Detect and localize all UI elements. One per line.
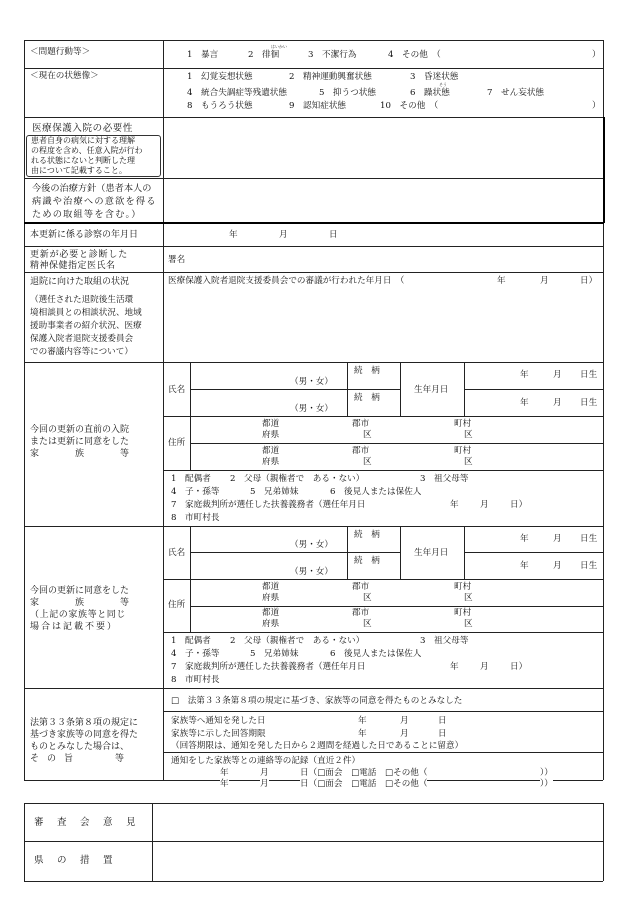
relation-option[interactable]: 1 配偶者 [171, 636, 211, 646]
relation-option[interactable]: 3 祖父母等 [420, 636, 469, 646]
family1-label-line: 家 族 等 [30, 449, 136, 459]
relation-option[interactable]: 4 子・孫等 [171, 649, 220, 659]
birth-label: 生年月日 [414, 548, 449, 558]
deemed-label-line: 法第３３条第８項の規定に [30, 718, 139, 728]
council-opinion-label: 審 査 会 意 見 [34, 817, 138, 828]
necessity-label: 医療保護入院の必要性 [32, 123, 134, 134]
prefecture-action-label: 県 の 措 置 [34, 855, 115, 866]
family2-label-line: 場合は記載不要） [30, 622, 119, 632]
state-item[interactable]: 5 抑うつ状態 [319, 88, 377, 98]
treatment-label-line: ための取組等を含む。） [32, 209, 142, 220]
birth-month-unit: 月 [553, 370, 562, 380]
sex-field[interactable]: （男・女） [290, 377, 333, 387]
city-top: 郡市 [352, 419, 370, 429]
family1-label-line: または更新に同意をした [30, 437, 130, 447]
family2-label-line: 今回の更新に同意をした [30, 586, 130, 596]
relation-option[interactable]: 6 後見人または保佐人 [330, 487, 422, 497]
relation-option[interactable]: 5 兄弟姉妹 [250, 487, 299, 497]
town-top: 町村 [454, 608, 472, 618]
month-unit: 月 [540, 276, 549, 286]
treatment-label-line: 病識や治療への意欲を得る [32, 196, 157, 207]
city-top: 郡市 [352, 446, 370, 456]
ruby-sou: そう [439, 82, 447, 87]
state-item[interactable]: 7 せん妄状態 [487, 88, 545, 98]
deemed-label-line: 基づき家族等の同意を得た [30, 730, 139, 740]
doctor-label-line: 更新が必要と診断した [30, 250, 129, 260]
day-unit: 日） [510, 500, 528, 510]
answer-period-note: （回答期限は、通知を発した日から２週間を経過した日であることに留意） [171, 741, 464, 751]
year-unit: 年 [229, 230, 238, 240]
relation-option[interactable]: 3 祖父母等 [420, 474, 469, 484]
relation-option[interactable]: 5 兄弟姉妹 [250, 649, 299, 659]
prefecture-action-input[interactable] [154, 843, 601, 879]
town-bottom: 区 [464, 457, 473, 467]
relation-option[interactable]: 7 家庭裁判所が選任した扶養義務者（選任年月日 [171, 662, 366, 672]
discharge-paren-line: （選任された退院後生活環 [30, 295, 134, 305]
problem-item[interactable]: 1 暴言 [187, 50, 219, 60]
state-item[interactable]: 10 その他 （ [380, 101, 439, 111]
committee-date-text: 医療保護入院者退院支援委員会での審議が行われた年月日 （ [168, 276, 405, 286]
day-unit: 日 [438, 716, 447, 726]
relation-option[interactable]: 4 子・孫等 [171, 487, 220, 497]
city-bottom: 区 [363, 457, 372, 467]
year-unit: 年 [358, 716, 367, 726]
necessity-input-area[interactable] [165, 119, 601, 176]
pref-bottom: 府県 [262, 457, 280, 467]
relation-option[interactable]: 8 市町村長 [171, 513, 220, 523]
month-unit: 月 [480, 500, 489, 510]
doctor-label-line: 精神保健指定医氏名 [30, 261, 116, 271]
birth-year-unit: 年 [520, 534, 529, 544]
necessity-note-line: 患者自身の病気に対する理解 [31, 136, 135, 145]
notice-sent-label: 家族等へ通知を発した日 [171, 716, 266, 726]
contact-methods[interactable]: 日（□面会 □電話 □その他（ [300, 779, 428, 789]
close-paren: ） [592, 101, 601, 111]
pref-bottom: 府県 [262, 430, 280, 440]
contact-methods[interactable]: 日（□面会 □電話 □その他（ [300, 768, 428, 778]
discharge-paren-line: 援助事業者の紹介状況、医療 [30, 321, 142, 331]
city-top: 郡市 [352, 608, 370, 618]
relation-option[interactable]: 1 配偶者 [171, 474, 211, 484]
birth-month-unit: 月 [553, 398, 562, 408]
month-unit: 月 [260, 768, 269, 778]
birth-day-unit: 日生 [580, 534, 598, 544]
city-bottom: 区 [363, 430, 372, 440]
signature-label[interactable]: 署名 [168, 255, 186, 265]
treatment-input-area[interactable] [165, 180, 601, 220]
birth-day-unit: 日生 [580, 370, 598, 380]
discharge-paren-line: 保護入院者退院支援委員会 [30, 334, 134, 344]
problem-item[interactable]: 3 不潔行為 [308, 50, 357, 60]
relation-option[interactable]: 6 後見人または保佐人 [330, 649, 422, 659]
state-item[interactable]: 2 精神運動興奮状態 [289, 72, 372, 82]
family2-label-line: 家 族 等 [30, 598, 136, 608]
pref-bottom: 府県 [262, 593, 280, 603]
birth-month-unit: 月 [553, 534, 562, 544]
day-unit: 日 [438, 729, 447, 739]
name-label: 氏名 [168, 548, 186, 558]
state-item[interactable]: 3 昏迷状態 [410, 72, 459, 82]
contact-record-title: 通知をした家族等との連絡等の記録（直近２件） [171, 756, 361, 766]
deemed-label-line: その旨 等 [30, 754, 133, 764]
close-paren: ）） [540, 768, 553, 778]
close-paren: ） [592, 50, 601, 60]
relation-option[interactable]: 2 父母（親権者で ある・ない） [230, 474, 365, 484]
family2-label-line: （上記の家族等と同じ [30, 610, 127, 620]
birth-year-unit: 年 [520, 370, 529, 380]
month-unit: 月 [400, 716, 409, 726]
relation-option[interactable]: 2 父母（親権者で ある・ない） [230, 636, 365, 646]
pref-top: 都道 [262, 419, 280, 429]
deemed-checkbox[interactable]: □ 法第３３条第８項の規定に基づき、家族等の同意を得たものとみなした [171, 696, 463, 706]
month-unit: 月 [279, 230, 288, 240]
problem-item[interactable]: 2 徘徊 [248, 50, 280, 60]
day-unit: 日 [329, 230, 338, 240]
discharge-label: 退院に向けた取組の状況 [30, 277, 130, 287]
problem-item[interactable]: 4 その他 （ [388, 50, 441, 60]
relation-label: 続 柄 [354, 366, 380, 376]
day-unit: 日） [510, 662, 528, 672]
necessity-note-line: れる状態にないと判断した理 [31, 156, 135, 165]
address-label: 住所 [168, 600, 186, 610]
year-unit: 年 [497, 276, 506, 286]
year-unit: 年 [450, 500, 459, 510]
ruby-haikai: はいかい [271, 44, 287, 49]
pref-top: 都道 [262, 608, 280, 618]
relation-label: 続 柄 [354, 556, 380, 566]
birth-label: 生年月日 [414, 385, 449, 395]
discharge-paren-line: での審議内容等について） [30, 347, 133, 357]
council-opinion-input[interactable] [154, 805, 601, 839]
town-bottom: 区 [464, 430, 473, 440]
address-label: 住所 [168, 438, 186, 448]
month-unit: 月 [260, 779, 269, 789]
birth-year-unit: 年 [520, 561, 529, 571]
relation-option[interactable]: 8 市町村長 [171, 675, 220, 685]
birth-month-unit: 月 [553, 561, 562, 571]
month-unit: 月 [400, 729, 409, 739]
state-item[interactable]: 9 認知症状態 [289, 101, 347, 111]
sex-field[interactable]: （男・女） [290, 404, 333, 414]
sex-field[interactable]: （男・女） [290, 567, 333, 577]
month-unit: 月 [480, 662, 489, 672]
day-unit: 日） [580, 276, 598, 286]
city-bottom: 区 [363, 593, 372, 603]
state-item[interactable]: 1 幻覚妄想状態 [187, 72, 253, 82]
sex-field[interactable]: （男・女） [290, 540, 333, 550]
town-top: 町村 [454, 582, 472, 592]
year-unit: 年 [220, 768, 229, 778]
necessity-note-line: の程度を含め、任意入院が行わ [31, 146, 143, 155]
year-unit: 年 [358, 729, 367, 739]
pref-bottom: 府県 [262, 619, 280, 629]
close-paren: ）） [540, 779, 553, 789]
necessity-note-line: 由について記載すること。 [31, 166, 127, 175]
birth-day-unit: 日生 [580, 561, 598, 571]
birth-year-unit: 年 [520, 398, 529, 408]
town-top: 町村 [454, 446, 472, 456]
year-unit: 年 [220, 779, 229, 789]
birth-day-unit: 日生 [580, 398, 598, 408]
relation-label: 続 柄 [354, 393, 380, 403]
deemed-label-line: ものとみなした場合は、 [30, 742, 130, 752]
name-label: 氏名 [168, 385, 186, 395]
year-unit: 年 [450, 662, 459, 672]
state-item[interactable]: 4 統合失調症等残遺状態 [187, 88, 287, 98]
relation-label: 続 柄 [354, 530, 380, 540]
answer-period-label: 家族等に示した回答期限 [171, 729, 266, 739]
state-item[interactable]: 6 躁状態 [410, 88, 450, 98]
family1-label-line: 今回の更新の直前の入院 [30, 425, 130, 435]
exam-date-label: 本更新に係る診察の年月日 [30, 230, 139, 240]
relation-option[interactable]: 7 家庭裁判所が選任した扶養義務者（選任年月日 [171, 500, 366, 510]
treatment-label-line: 今後の治療方針（患者本人の [32, 183, 152, 194]
town-bottom: 区 [464, 619, 473, 629]
city-top: 郡市 [352, 582, 370, 592]
problem-behavior-label: ＜問題行動等＞ [30, 47, 91, 57]
town-top: 町村 [454, 419, 472, 429]
current-state-label: ＜現在の状態像＞ [30, 71, 99, 81]
pref-top: 都道 [262, 582, 280, 592]
discharge-paren-line: 境相談員との相談状況、地域 [30, 308, 142, 318]
state-item[interactable]: 8 もうろう状態 [187, 101, 253, 111]
city-bottom: 区 [363, 619, 372, 629]
town-bottom: 区 [464, 593, 473, 603]
pref-top: 都道 [262, 446, 280, 456]
